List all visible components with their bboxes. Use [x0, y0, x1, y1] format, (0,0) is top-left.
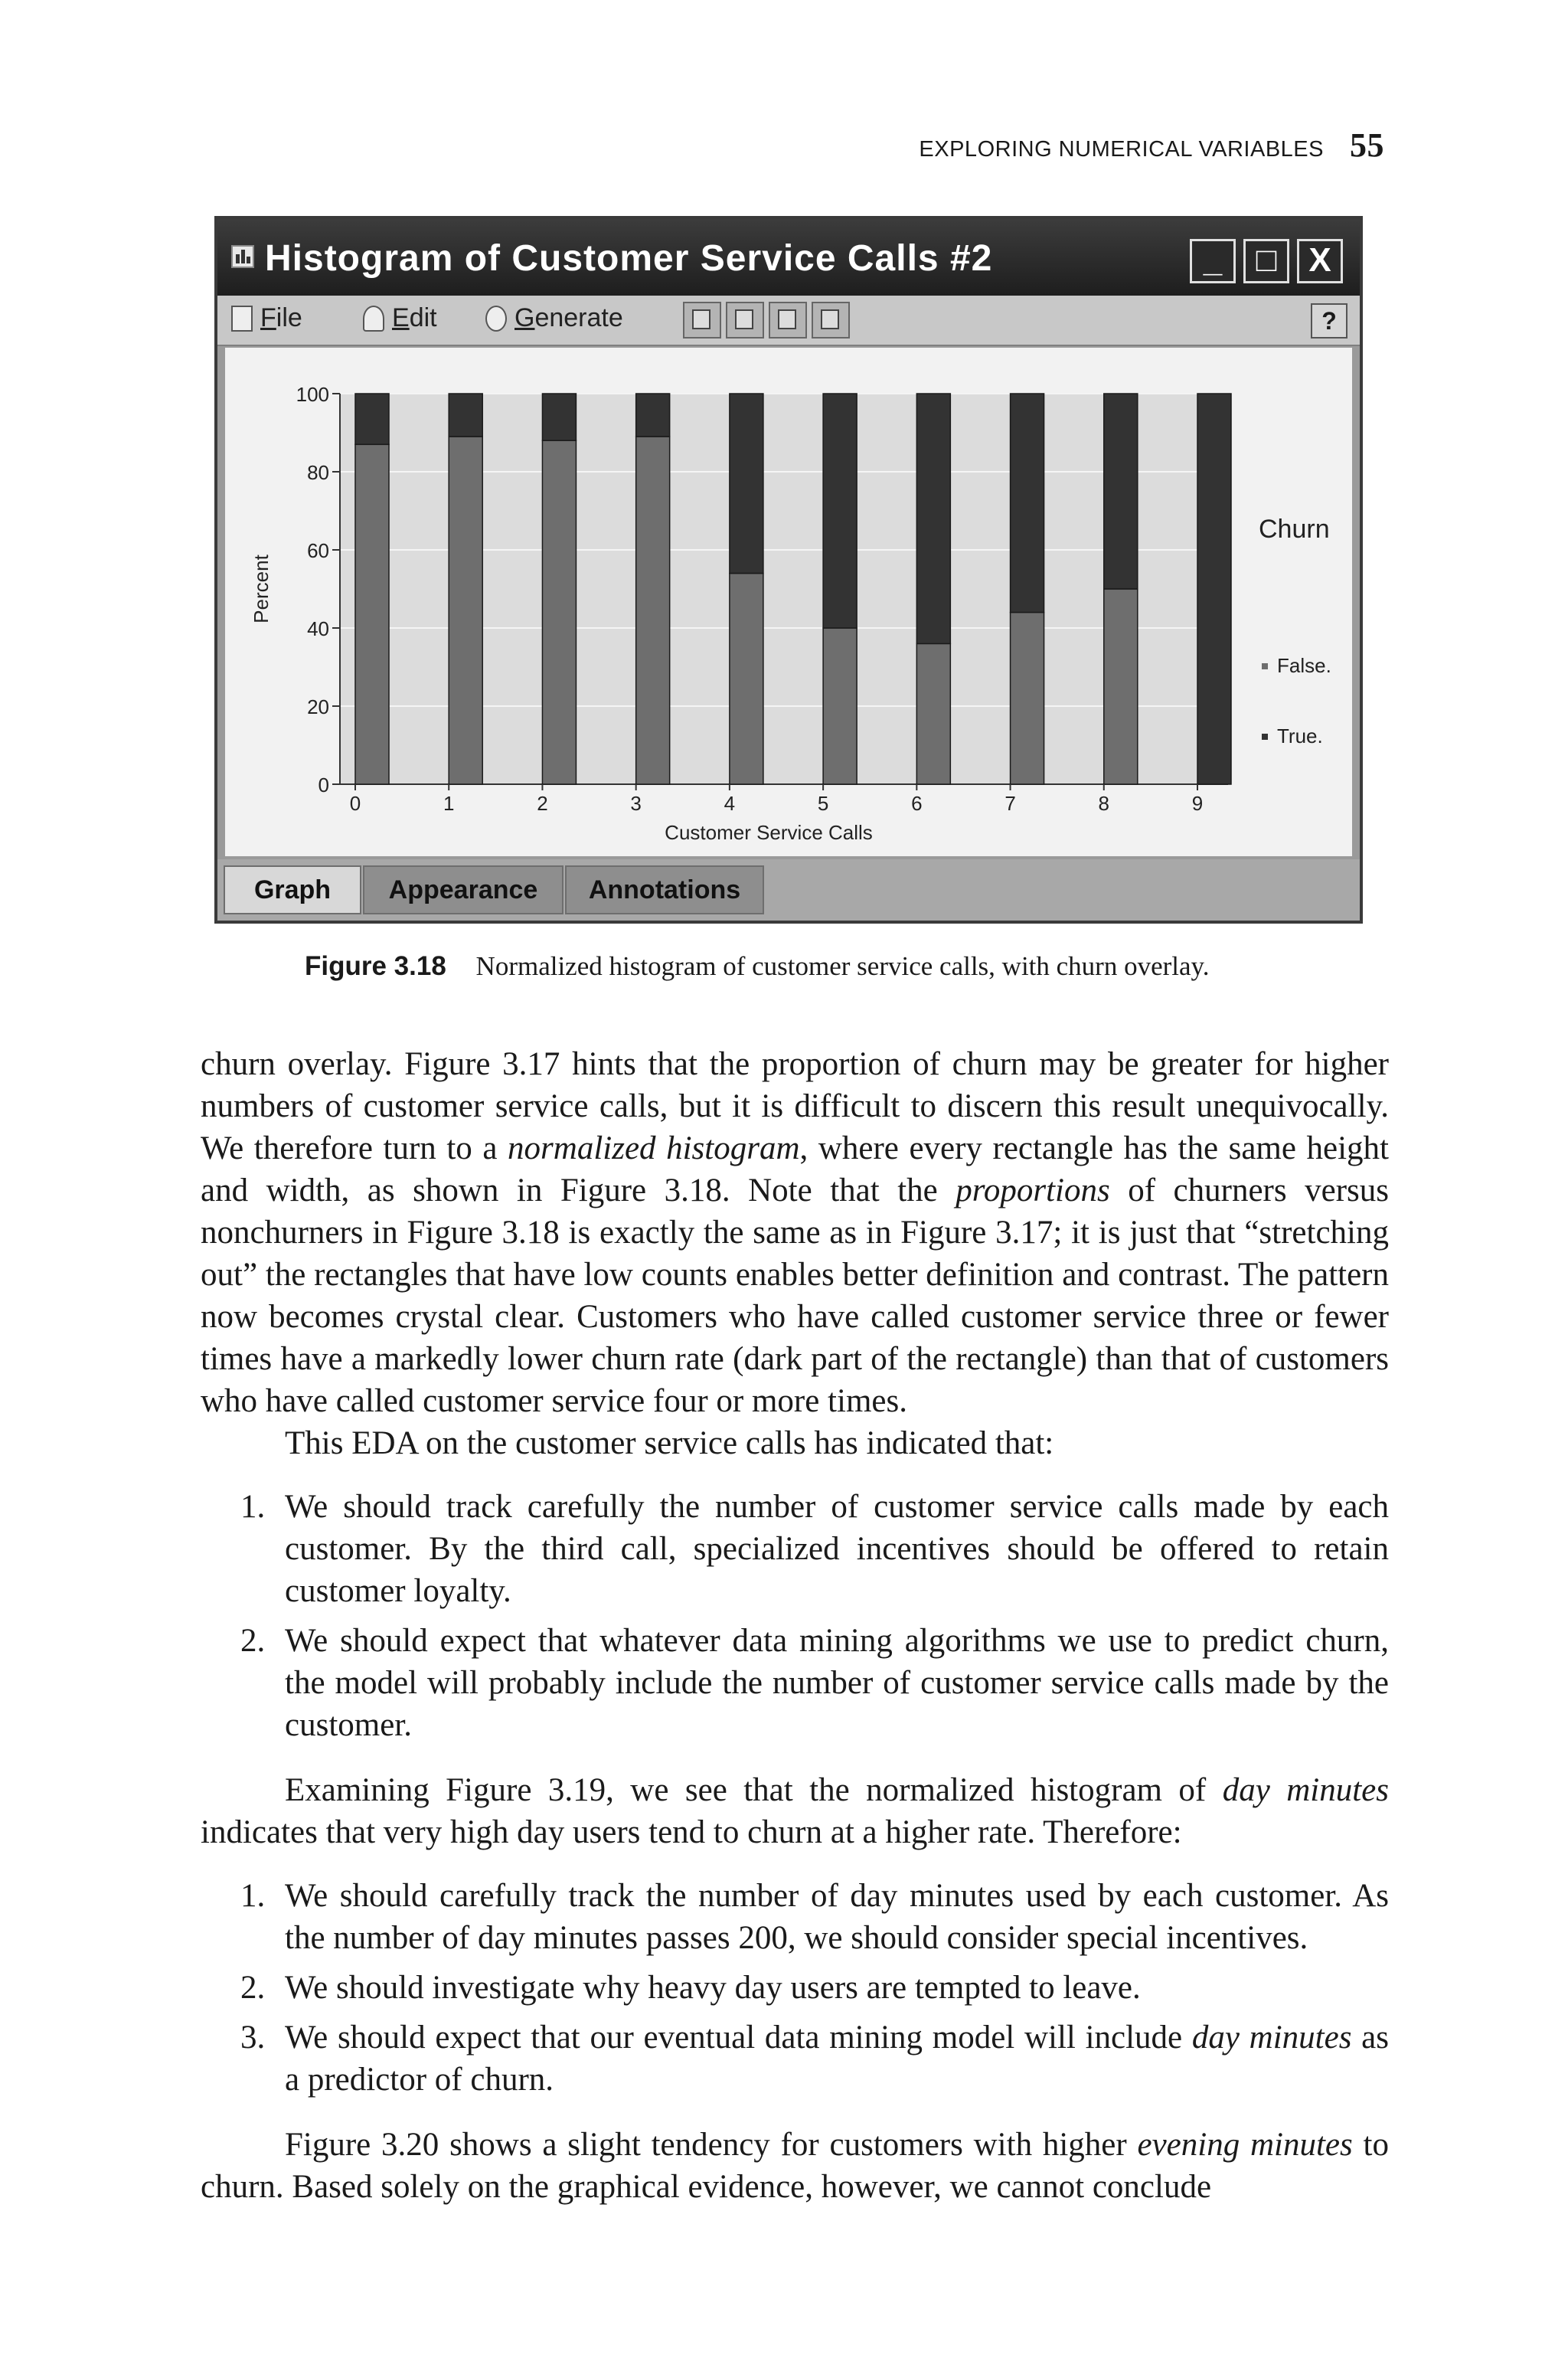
bar-segment-false [542, 440, 576, 784]
y-tick-label: 0 [318, 774, 329, 796]
title-bar[interactable] [217, 219, 1360, 296]
menu-file[interactable]: File [231, 303, 302, 333]
bar-segment-true [1011, 394, 1044, 613]
bar-segment-true [449, 394, 482, 437]
legend-title: Churn [1259, 515, 1330, 544]
tab-graph[interactable]: Graph [224, 865, 361, 914]
bar-segment-true [1197, 394, 1231, 784]
list-item: 3. We should expect that our eventual data mining model will include day minutes as a predictor of churn. [240, 2020, 1389, 2098]
figure-caption [305, 951, 1210, 982]
export-tool-button[interactable] [726, 302, 764, 339]
running-title: EXPLORING NUMERICAL VARIABLES [919, 137, 1324, 162]
range-tool-button[interactable] [812, 302, 850, 339]
bar-segment-false [1104, 589, 1138, 784]
list-1 [201, 1486, 1389, 1746]
y-tick-label: 80 [307, 461, 329, 484]
histogram-chart [225, 348, 1352, 856]
x-axis-label: Customer Service Calls [665, 821, 873, 844]
x-tick-label: 1 [443, 792, 455, 815]
x-tick-label: 0 [349, 792, 361, 815]
bar-segment-true [916, 394, 950, 643]
x-tick-label: 5 [817, 792, 829, 815]
menu-generate[interactable]: Generate [485, 303, 623, 333]
y-axis-label: Percent [250, 554, 273, 623]
bar-segment-true [542, 394, 576, 440]
x-tick-label: 7 [1004, 792, 1016, 815]
x-tick-label: 6 [911, 792, 923, 815]
tab-appearance[interactable]: Appearance [363, 865, 564, 914]
menu-edit[interactable]: Edit [363, 303, 437, 333]
bar-segment-false [355, 444, 389, 784]
bar-segment-false [823, 628, 857, 784]
body-text [201, 1043, 1389, 2208]
legend-label: True. [1277, 724, 1323, 747]
legend-swatch [1262, 663, 1268, 669]
bar-segment-false [449, 437, 482, 784]
y-tick-label: 100 [296, 383, 329, 406]
list-item: 2. We should investigate why heavy day users are tempted to leave. [240, 1970, 1141, 2006]
y-tick-label: 20 [307, 695, 329, 718]
page-number: 55 [1350, 126, 1384, 164]
tab-bar [217, 859, 1360, 921]
histogram-window [214, 216, 1363, 924]
paragraph-3: Examining Figure 3.19, we see that the normalized histogram of day minutes indicates that very high day users tend to churn at a higher rate. Therefore: [201, 1772, 1389, 1850]
plot-area [225, 348, 1352, 856]
minimize-button[interactable]: _ [1190, 239, 1236, 283]
list-item: 1. We should track carefully the number of customer service calls made by each customer. By the third call, specialized incentives should be offered to retain customer loyalty. [240, 1489, 1389, 1609]
bar-segment-true [1104, 394, 1138, 589]
tab-annotations[interactable]: Annotations [565, 865, 764, 914]
bar-segment-true [636, 394, 670, 437]
legend-label: False. [1277, 654, 1331, 677]
print-tool-button[interactable] [769, 302, 807, 339]
y-tick-label: 60 [307, 539, 329, 562]
bar-segment-true [355, 394, 389, 444]
x-tick-label: 8 [1098, 792, 1110, 815]
bar-segment-false [730, 574, 763, 784]
maximize-button[interactable]: □ [1243, 239, 1289, 283]
window-title: Histogram of Customer Service Calls #2 [265, 238, 993, 279]
x-tick-label: 2 [537, 792, 548, 815]
copy-tool-button[interactable] [683, 302, 721, 339]
list-item: 2. We should expect that whatever data mining algorithms we use to predict churn, the model will probably include the number of customer service calls made by the customer. [240, 1623, 1389, 1743]
close-button[interactable]: X [1297, 239, 1343, 283]
chart-app-icon [231, 245, 254, 268]
paragraph-4: Figure 3.20 shows a slight tendency for customers with higher evening minutes to churn. Based solely on the graphical evidence, however, we cannot conclude [201, 2127, 1389, 2205]
file-icon [231, 306, 253, 332]
paragraph-1: churn overlay. Figure 3.17 hints that the proportion of churn may be greater for higher numbers of customer service calls, but it is difficult to discern this result unequivocally. We therefore turn to a normalized histogram, where every rectangle has the same height and width, as shown in Figure 3.18. Note that the proportions of churners versus nonchurners in Figure 3.18 is exactly the same as in Figure 3.17; it is just that “stretching out” the rectangles that have low counts enables better definition and contrast. The pattern now becomes crystal clear. Customers who have called customer service three or fewer times have a markedly lower churn rate (dark part of the rectangle) than that of customers who have called customer service four or more times. [201, 1046, 1389, 1419]
x-tick-label: 9 [1191, 792, 1204, 815]
bar-segment-false [1011, 613, 1044, 784]
bar-segment-true [730, 394, 763, 574]
legend-swatch [1262, 734, 1268, 740]
bar-segment-false [916, 643, 950, 784]
figure-caption-text: Normalized histogram of customer service calls, with churn overlay. [475, 951, 1210, 981]
list-2 [201, 1875, 1389, 2101]
x-tick-label: 4 [724, 792, 736, 815]
help-button[interactable]: ? [1311, 303, 1348, 339]
generate-icon [485, 306, 507, 332]
list-item: 1. We should carefully track the number of day minutes used by each customer. As the number of day minutes passes 200, we should consider special incentives. [240, 1878, 1389, 1956]
edit-icon [363, 306, 384, 332]
x-tick-label: 3 [630, 792, 642, 815]
y-tick-label: 40 [307, 617, 329, 640]
bar-segment-false [636, 437, 670, 784]
paragraph-2: This EDA on the customer service calls has indicated that: [285, 1425, 1054, 1461]
menu-bar [217, 296, 1360, 346]
bar-segment-true [823, 394, 857, 628]
figure-label: Figure 3.18 [305, 951, 446, 981]
running-head [919, 126, 1384, 165]
